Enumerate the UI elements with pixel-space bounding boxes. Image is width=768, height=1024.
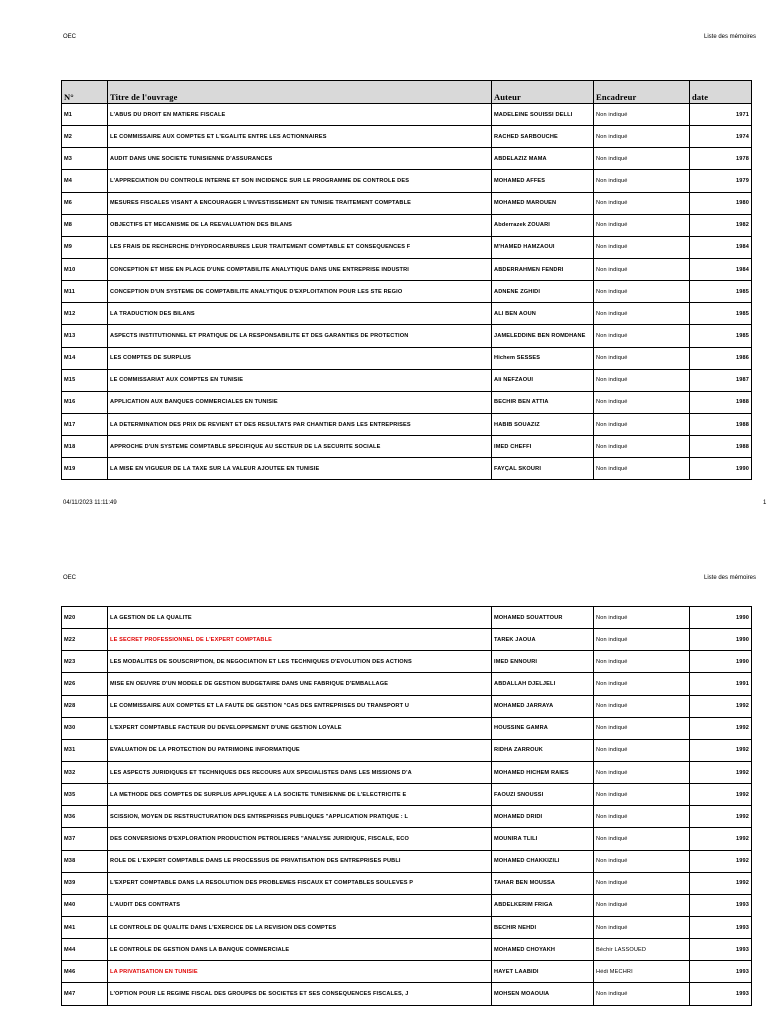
row-title: L'EXPERT COMPTABLE DANS LA RESOLUTION DES PROBLEMES FISCAUX ET COMPTABLES SOULEVES P [108, 872, 492, 894]
row-author: Abderrazek ZOUARI [492, 214, 594, 236]
row-encadreur: Non indiqué [594, 629, 690, 651]
row-number: M38 [62, 850, 108, 872]
row-title: LA TRADUCTION DES BILANS [108, 303, 492, 325]
row-date: 1980 [690, 192, 752, 214]
row-date: 1990 [690, 651, 752, 673]
row-author: TAHAR BEN MOUSSA [492, 872, 594, 894]
table-row [62, 413, 752, 435]
row-title: ROLE DE L'EXPERT COMPTABLE DANS LE PROCESSUS DE PRIVATISATION DES ENTREPRISES PUBLI [108, 850, 492, 872]
row-date: 1992 [690, 850, 752, 872]
row-title: EVALUATION DE LA PROTECTION DU PATRIMOINE INFORMATIQUE [108, 739, 492, 761]
row-title: LE COMMISSARIAT AUX COMPTES EN TUNISIE [108, 369, 492, 391]
row-date: 1993 [690, 939, 752, 961]
row-title: LA METHODE DES COMPTES DE SURPLUS APPLIQUEE A LA SOCIETE TUNISIENNE DE L'ELECTRICITE E [108, 784, 492, 806]
row-date: 1987 [690, 369, 752, 391]
row-number: M23 [62, 651, 108, 673]
table-row [62, 325, 752, 347]
col-header-number: N° [62, 81, 108, 104]
row-author: MOHAMED SOUATTOUR [492, 607, 594, 629]
row-encadreur: Non indiqué [594, 828, 690, 850]
row-encadreur: Non indiqué [594, 347, 690, 369]
row-date: 1974 [690, 126, 752, 148]
row-encadreur: Non indiqué [594, 894, 690, 916]
row-date: 1992 [690, 806, 752, 828]
row-date: 1992 [690, 717, 752, 739]
row-number: M18 [62, 436, 108, 458]
row-number: M41 [62, 916, 108, 938]
row-encadreur: Hédi MECHRI [594, 961, 690, 983]
table-row [62, 170, 752, 192]
row-author: MOHAMED JARRAYA [492, 695, 594, 717]
row-author: MADELEINE SOUISSI DELLI [492, 104, 594, 126]
row-date: 1992 [690, 828, 752, 850]
row-author: MOHAMED CHOYAKH [492, 939, 594, 961]
row-author: MOHAMED DRIDI [492, 806, 594, 828]
row-number: M28 [62, 695, 108, 717]
row-date: 1992 [690, 784, 752, 806]
page1-footer-timestamp: 04/11/2023 11:11:49 [63, 500, 117, 506]
row-date: 1992 [690, 872, 752, 894]
row-date: 1985 [690, 325, 752, 347]
row-date: 1990 [690, 607, 752, 629]
table-row [62, 391, 752, 413]
row-number: M35 [62, 784, 108, 806]
row-number: M16 [62, 391, 108, 413]
col-header-encadreur: Encadreur [594, 81, 690, 104]
row-author: HAYET LAABIDI [492, 961, 594, 983]
page2-header-right: Liste des mémoires [704, 575, 757, 581]
row-title: LES ASPECTS JURIDIQUES ET TECHNIQUES DES RECOURS AUX SPECIALISTES DANS LES MISSIONS D'A [108, 761, 492, 783]
row-date: 1984 [690, 236, 752, 258]
row-number: M26 [62, 673, 108, 695]
row-number: M46 [62, 961, 108, 983]
row-date: 1986 [690, 347, 752, 369]
row-title: DES CONVERSIONS D'EXPLORATION PRODUCTION PETROLIERES "ANALYSE JURIDIQUE, FISCALE, ECO [108, 828, 492, 850]
row-title: CONCEPTION D'UN SYSTEME DE COMPTABILITE ANALYTIQUE D'EXPLOITATION POUR LES STE REGIO [108, 281, 492, 303]
row-title: MESURES FISCALES VISANT A ENCOURAGER L'INVESTISSEMENT EN TUNISIE TRAITEMENT COMPTABLE [108, 192, 492, 214]
row-title: SCISSION, MOYEN DE RESTRUCTURATION DES ENTREPRISES PUBLIQUES "APPLICATION PRATIQUE : L [108, 806, 492, 828]
row-date: 1991 [690, 673, 752, 695]
row-encadreur: Béchir LASSOUED [594, 939, 690, 961]
row-title: LE CONTROLE DE GESTION DANS LA BANQUE COMMERCIALE [108, 939, 492, 961]
table-row [62, 214, 752, 236]
table-row [62, 961, 752, 983]
row-date: 1990 [690, 629, 752, 651]
row-date: 1978 [690, 148, 752, 170]
row-author: MOHAMED AFFES [492, 170, 594, 192]
row-author: ABDERRAHMEN FENDRI [492, 258, 594, 280]
row-encadreur: Non indiqué [594, 607, 690, 629]
row-number: M6 [62, 192, 108, 214]
row-author: MOHSEN MOAOUIA [492, 983, 594, 1005]
page1-footer-page-number: 1 [763, 500, 767, 506]
row-title: LA MISE EN VIGUEUR DE LA TAXE SUR LA VALEUR AJOUTEE EN TUNISIE [108, 458, 492, 480]
row-encadreur: Non indiqué [594, 303, 690, 325]
row-title: L'AUDIT DES CONTRATS [108, 894, 492, 916]
row-author: FAYÇAL SKOURI [492, 458, 594, 480]
row-date: 1971 [690, 104, 752, 126]
table-row [62, 850, 752, 872]
table-row [62, 236, 752, 258]
row-author: FAOUZI SNOUSSI [492, 784, 594, 806]
row-author: IMED CHEFFI [492, 436, 594, 458]
row-number: M20 [62, 607, 108, 629]
row-number: M17 [62, 413, 108, 435]
table-row [62, 436, 752, 458]
table-header-row [62, 81, 752, 104]
row-number: M37 [62, 828, 108, 850]
row-date: 1984 [690, 258, 752, 280]
row-number: M12 [62, 303, 108, 325]
row-author: ADNENE ZGHIDI [492, 281, 594, 303]
row-author: BECHIR BEN ATTIA [492, 391, 594, 413]
table-row [62, 369, 752, 391]
row-encadreur: Non indiqué [594, 717, 690, 739]
row-title: LES MODALITES DE SOUSCRIPTION, DE NEGOCIATION ET LES TECHNIQUES D'EVOLUTION DES ACTIONS [108, 651, 492, 673]
table-row [62, 983, 752, 1005]
row-number: M2 [62, 126, 108, 148]
row-date: 1985 [690, 303, 752, 325]
row-title: LA DETERMINATION DES PRIX DE REVIENT ET DES RESULTATS PAR CHANTIER DANS LES ENTREPRISES [108, 413, 492, 435]
row-title: OBJECTIFS ET MECANISME DE LA REEVALUATION DES BILANS [108, 214, 492, 236]
table-row [62, 806, 752, 828]
row-encadreur: Non indiqué [594, 192, 690, 214]
row-encadreur: Non indiqué [594, 695, 690, 717]
row-encadreur: Non indiqué [594, 872, 690, 894]
row-author: HABIB SOUAZIZ [492, 413, 594, 435]
table-row [62, 281, 752, 303]
row-encadreur: Non indiqué [594, 104, 690, 126]
row-number: M1 [62, 104, 108, 126]
col-header-title: Titre de l'ouvrage [108, 81, 492, 104]
row-date: 1993 [690, 983, 752, 1005]
row-encadreur: Non indiqué [594, 258, 690, 280]
table-row [62, 894, 752, 916]
row-encadreur: Non indiqué [594, 651, 690, 673]
row-title: L'ABUS DU DROIT EN MATIERE FISCALE [108, 104, 492, 126]
table-row [62, 651, 752, 673]
table-row [62, 673, 752, 695]
row-title: LE SECRET PROFESSIONNEL DE L'EXPERT COMPTABLE [108, 629, 492, 651]
row-encadreur: Non indiqué [594, 739, 690, 761]
row-title: ASPECTS INSTITUTIONNEL ET PRATIQUE DE LA RESPONSABILITE ET DES GARANTIES DE PROTECTION [108, 325, 492, 347]
table-row [62, 939, 752, 961]
row-date: 1990 [690, 458, 752, 480]
row-author: TAREK JAOUA [492, 629, 594, 651]
row-encadreur: Non indiqué [594, 983, 690, 1005]
row-encadreur: Non indiqué [594, 126, 690, 148]
row-encadreur: Non indiqué [594, 673, 690, 695]
row-title: APPROCHE D'UN SYSTEME COMPTABLE SPECIFIQUE AU SECTEUR DE LA SECURITE SOCIALE [108, 436, 492, 458]
row-encadreur: Non indiqué [594, 784, 690, 806]
row-number: M39 [62, 872, 108, 894]
table-row [62, 148, 752, 170]
row-encadreur: Non indiqué [594, 436, 690, 458]
row-author: MOHAMED HICHEM RAIES [492, 761, 594, 783]
table-row [62, 258, 752, 280]
row-date: 1992 [690, 695, 752, 717]
memoires-table-page1 [61, 80, 752, 480]
row-title: L'APPRECIATION DU CONTROLE INTERNE ET SON INCIDENCE SUR LE PROGRAMME DE CONTROLE DES [108, 170, 492, 192]
table-row [62, 347, 752, 369]
row-number: M10 [62, 258, 108, 280]
row-number: M40 [62, 894, 108, 916]
row-encadreur: Non indiqué [594, 458, 690, 480]
row-date: 1993 [690, 894, 752, 916]
row-number: M19 [62, 458, 108, 480]
row-number: M15 [62, 369, 108, 391]
row-author: JAMELEDDINE BEN ROMDHANE [492, 325, 594, 347]
row-author: Ali NEFZAOUI [492, 369, 594, 391]
row-title: AUDIT DANS UNE SOCIETE TUNISIENNE D'ASSURANCES [108, 148, 492, 170]
row-encadreur: Non indiqué [594, 391, 690, 413]
table-row [62, 739, 752, 761]
row-date: 1993 [690, 961, 752, 983]
row-author: MOHAMED CHAKKIZILI [492, 850, 594, 872]
table-row [62, 458, 752, 480]
row-title: LES COMPTES DE SURPLUS [108, 347, 492, 369]
row-title: MISE EN OEUVRE D'UN MODELE DE GESTION BUDGETAIRE DANS UNE FABRIQUE D'EMBALLAGE [108, 673, 492, 695]
row-date: 1985 [690, 281, 752, 303]
row-date: 1988 [690, 436, 752, 458]
row-date: 1993 [690, 916, 752, 938]
row-encadreur: Non indiqué [594, 369, 690, 391]
row-author: ALI BEN AOUN [492, 303, 594, 325]
row-date: 1992 [690, 739, 752, 761]
row-encadreur: Non indiqué [594, 413, 690, 435]
row-encadreur: Non indiqué [594, 761, 690, 783]
row-number: M22 [62, 629, 108, 651]
row-author: M'HAMED HAMZAOUI [492, 236, 594, 258]
row-author: ABDALLAH DJELJELI [492, 673, 594, 695]
row-author: MOHAMED MAROUEN [492, 192, 594, 214]
table-row [62, 303, 752, 325]
row-encadreur: Non indiqué [594, 148, 690, 170]
row-title: CONCEPTION ET MISE EN PLACE D'UNE COMPTABILITE ANALYTIQUE DANS UNE ENTREPRISE INDUSTRI [108, 258, 492, 280]
row-number: M31 [62, 739, 108, 761]
row-encadreur: Non indiqué [594, 281, 690, 303]
table-row [62, 695, 752, 717]
row-author: IMED ENNOURI [492, 651, 594, 673]
row-number: M14 [62, 347, 108, 369]
page1-header-right: Liste des mémoires [704, 34, 757, 40]
row-title: L'OPTION POUR LE REGIME FISCAL DES GROUPES DE SOCIETES ET SES CONSEQUENCES FISCALES, J [108, 983, 492, 1005]
row-number: M11 [62, 281, 108, 303]
row-date: 1988 [690, 391, 752, 413]
row-author: RIDHA ZARROUK [492, 739, 594, 761]
row-date: 1982 [690, 214, 752, 236]
row-author: Hichem SESSES [492, 347, 594, 369]
row-number: M36 [62, 806, 108, 828]
row-number: M44 [62, 939, 108, 961]
row-encadreur: Non indiqué [594, 170, 690, 192]
row-encadreur: Non indiqué [594, 806, 690, 828]
table-row [62, 629, 752, 651]
page1-header-left: OEC [63, 34, 77, 40]
table-row [62, 607, 752, 629]
row-author: MOUNIRA TLILI [492, 828, 594, 850]
col-header-date: date [690, 81, 752, 104]
row-title: LA PRIVATISATION EN TUNISIE [108, 961, 492, 983]
table-row [62, 192, 752, 214]
table-row [62, 761, 752, 783]
row-number: M3 [62, 148, 108, 170]
row-author: RACHED SARBOUCHE [492, 126, 594, 148]
table-row [62, 104, 752, 126]
row-title: APPLICATION AUX BANQUES COMMERCIALES EN TUNISIE [108, 391, 492, 413]
row-title: LE COMMISSAIRE AUX COMPTES ET LA FAUTE DE GESTION "CAS DES ENTREPRISES DU TRANSPORT U [108, 695, 492, 717]
row-number: M13 [62, 325, 108, 347]
row-author: ABDELAZIZ MAMA [492, 148, 594, 170]
row-number: M32 [62, 761, 108, 783]
row-encadreur: Non indiqué [594, 236, 690, 258]
table-row [62, 916, 752, 938]
memoires-table-page2 [61, 606, 752, 1006]
table-row [62, 872, 752, 894]
row-title: LES FRAIS DE RECHERCHE D'HYDROCARBURES LEUR TRAITEMENT COMPTABLE ET CONSEQUENCES F [108, 236, 492, 258]
table-row [62, 784, 752, 806]
row-title: LE CONTROLE DE QUALITE DANS L'EXERCICE DE LA REVISION DES COMPTES [108, 916, 492, 938]
row-number: M4 [62, 170, 108, 192]
row-title: LE COMMISSAIRE AUX COMPTES ET L'EGALITE ENTRE LES ACTIONNAIRES [108, 126, 492, 148]
row-number: M8 [62, 214, 108, 236]
row-encadreur: Non indiqué [594, 325, 690, 347]
row-date: 1992 [690, 761, 752, 783]
table-row [62, 828, 752, 850]
row-encadreur: Non indiqué [594, 916, 690, 938]
row-author: BECHIR NEHDI [492, 916, 594, 938]
col-header-author: Auteur [492, 81, 594, 104]
row-date: 1988 [690, 413, 752, 435]
row-title: L'EXPERT COMPTABLE FACTEUR DU DEVELOPPEMENT D'UNE GESTION LOYALE [108, 717, 492, 739]
row-date: 1979 [690, 170, 752, 192]
row-author: ABDELKERIM FRIGA [492, 894, 594, 916]
table-row [62, 717, 752, 739]
table-row [62, 126, 752, 148]
row-encadreur: Non indiqué [594, 214, 690, 236]
row-author: HOUSSINE GAMRA [492, 717, 594, 739]
page2-header-left: OEC [63, 575, 77, 581]
row-encadreur: Non indiqué [594, 850, 690, 872]
row-title: LA GESTION DE LA QUALITE [108, 607, 492, 629]
row-number: M47 [62, 983, 108, 1005]
row-number: M9 [62, 236, 108, 258]
row-number: M30 [62, 717, 108, 739]
